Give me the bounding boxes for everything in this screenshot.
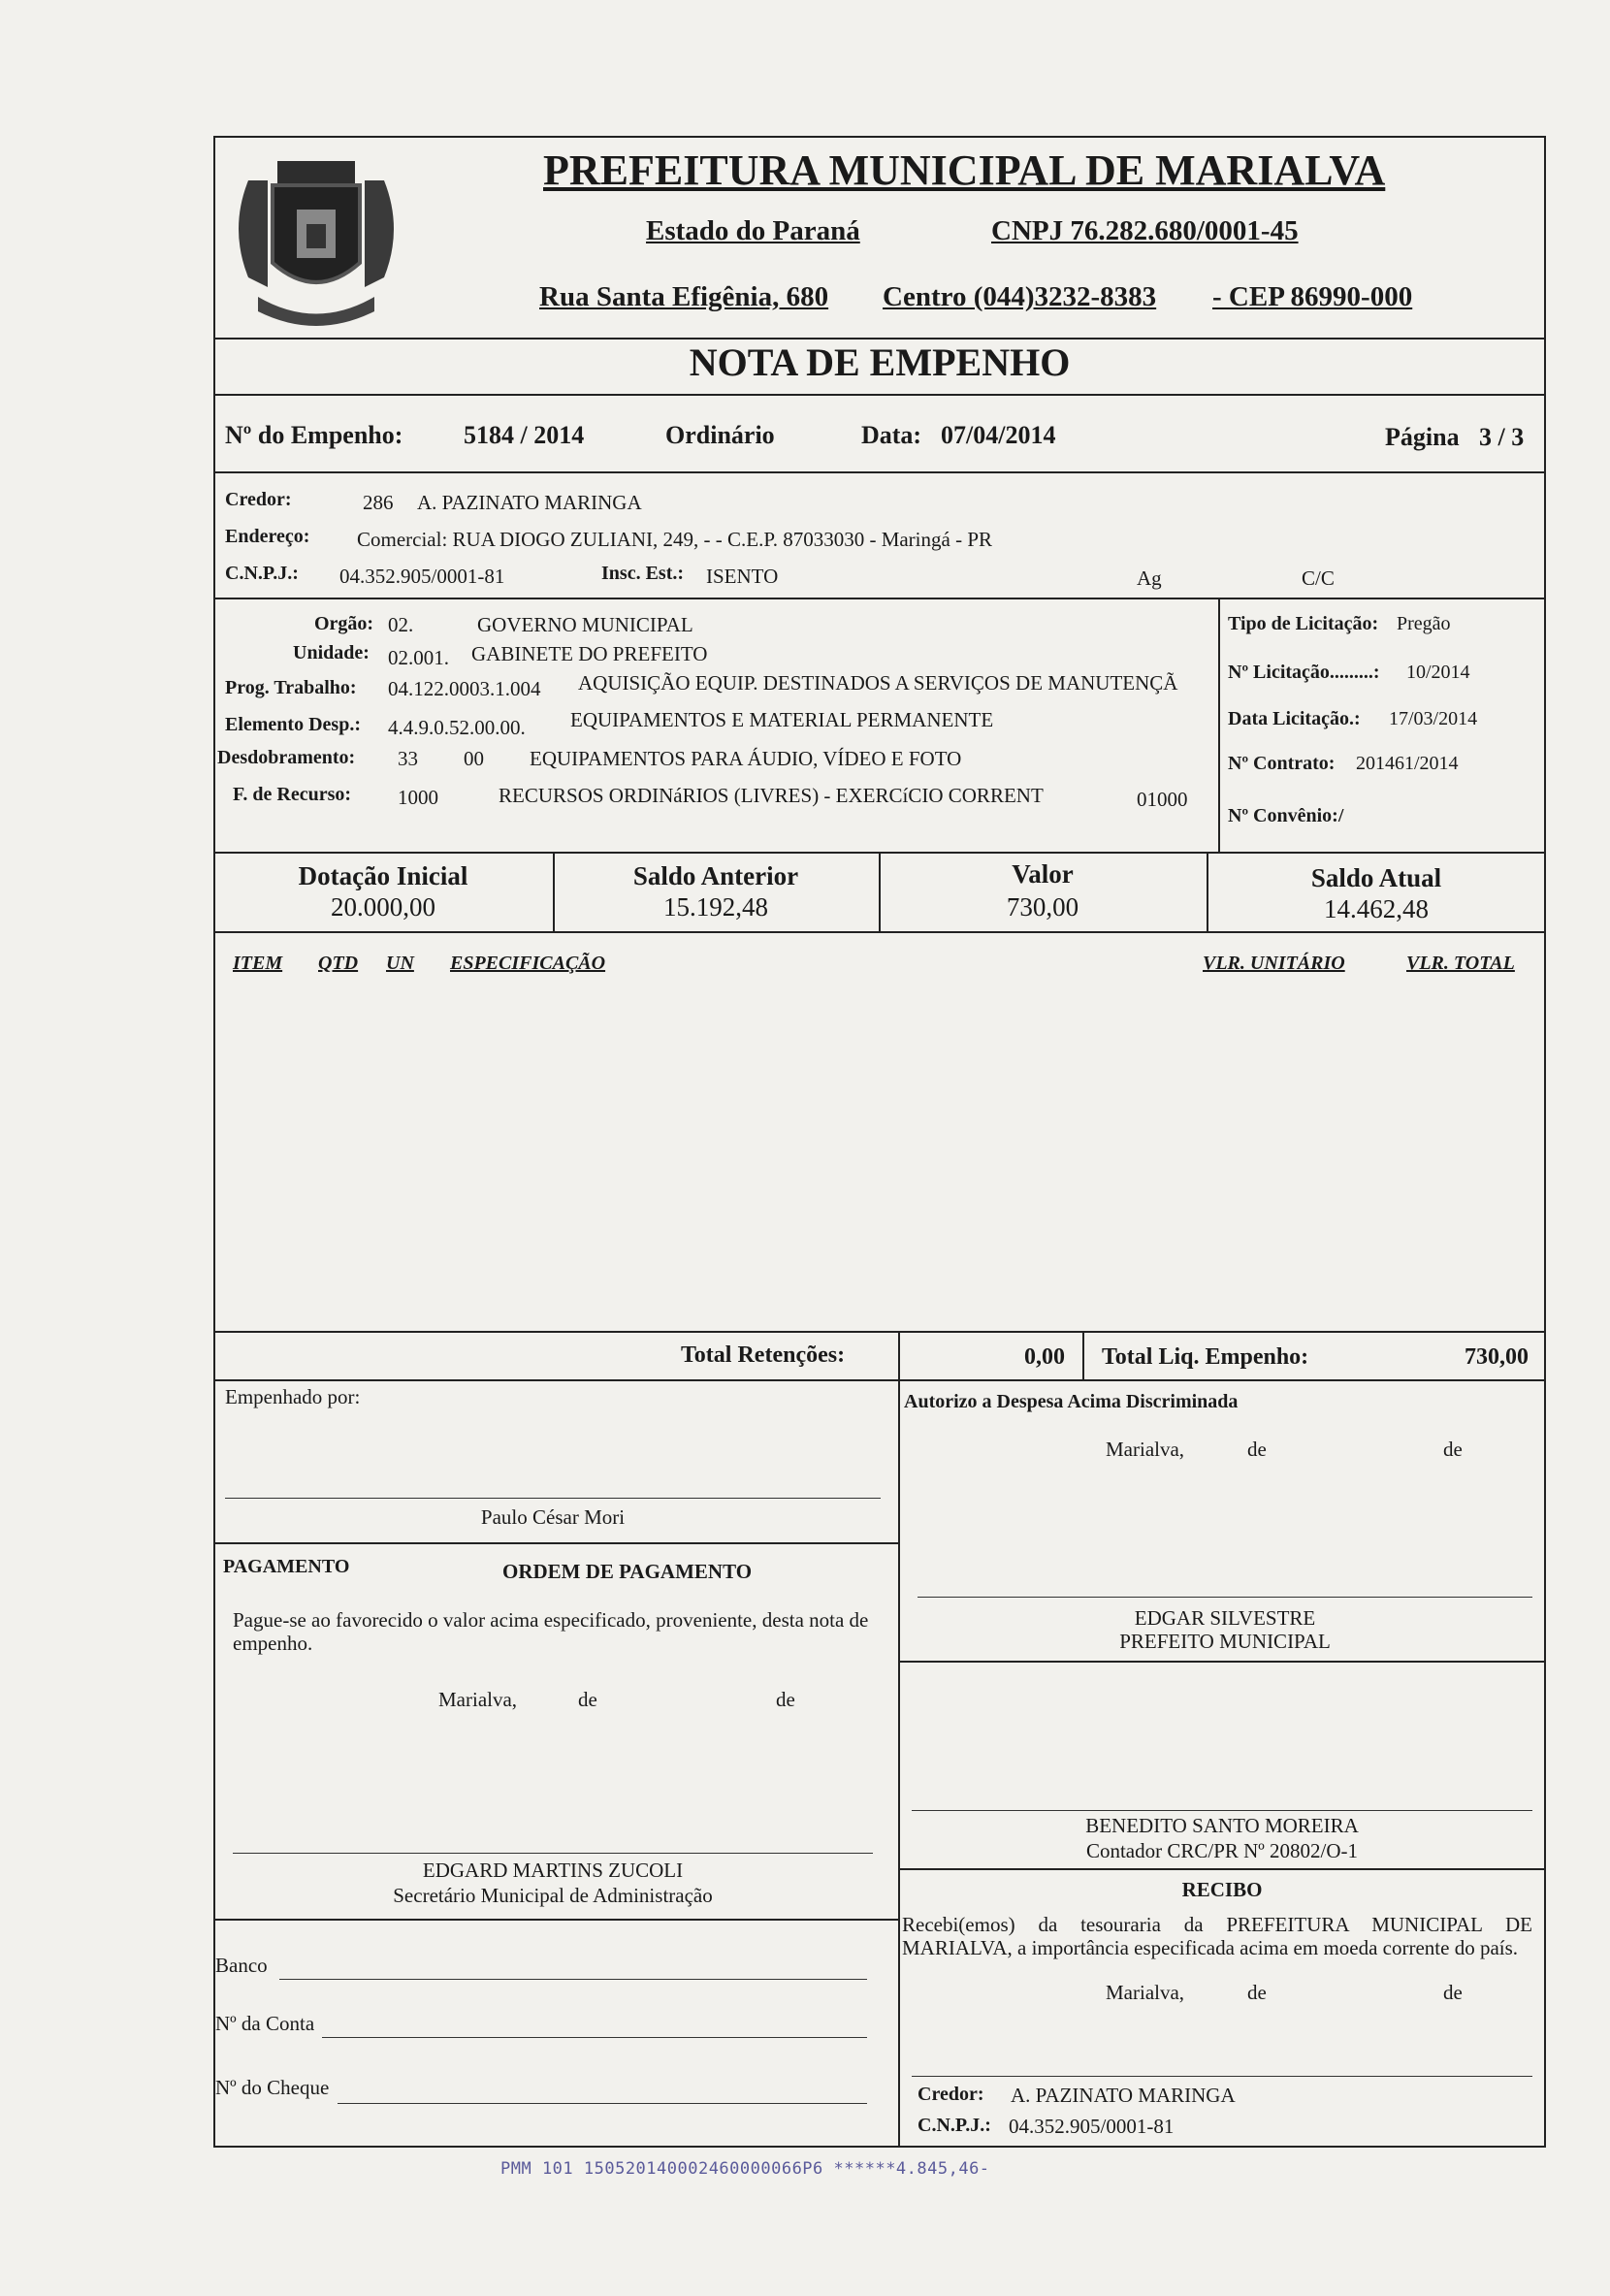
unidade-code: 02.001. <box>388 646 449 669</box>
credor-name: A. PAZINATO MARINGA <box>417 491 642 514</box>
col-un: UN <box>386 953 414 974</box>
recurso-code: 1000 <box>398 786 438 809</box>
divider <box>213 1331 1546 1333</box>
prefeitura-cnpj: CNPJ 76.282.680/0001-45 <box>991 215 1299 246</box>
empenhado-por-name: Paulo César Mori <box>480 1505 626 1529</box>
tipo-licitacao: Pregão <box>1397 613 1451 634</box>
cnpj-label: C.N.P.J.: <box>225 563 299 584</box>
divider <box>898 1868 1546 1870</box>
cheque-label: Nº do Cheque <box>215 2076 330 2099</box>
divider <box>898 1379 900 2148</box>
recibo-marialva: Marialva, <box>1106 1981 1185 2004</box>
recurso-num: 01000 <box>1137 788 1188 811</box>
dotacao-label: Dotação Inicial <box>298 861 468 890</box>
divider <box>1082 1331 1084 1379</box>
elemento-code: 4.4.9.0.52.00.00. <box>388 716 526 739</box>
signature-line <box>233 1853 873 1854</box>
elemento-name: EQUIPAMENTOS E MATERIAL PERMANENTE <box>570 708 994 731</box>
data-licitacao: 17/03/2014 <box>1389 708 1478 729</box>
street-address: Rua Santa Efigênia, 680 <box>539 281 829 312</box>
total-liq-value: 730,00 <box>1465 1344 1529 1370</box>
coat-of-arms-icon <box>219 142 413 336</box>
conta-label: Nº da Conta <box>215 2012 315 2035</box>
divider <box>213 394 1546 396</box>
prefeito-role: PREFEITO MUNICIPAL <box>1119 1630 1331 1653</box>
divider <box>213 1379 1546 1381</box>
desdobramento-name: EQUIPAMENTOS PARA ÁUDIO, VÍDEO E FOTO <box>530 747 962 770</box>
total-retencoes-label: Total Retenções: <box>681 1342 846 1368</box>
contrato-label: Nº Contrato: <box>1228 753 1336 774</box>
autorizo-marialva: Marialva, <box>1106 1438 1185 1461</box>
empenho-number: 5184 / 2014 <box>464 421 585 449</box>
divider <box>898 1661 1546 1663</box>
saldo-anterior-label: Saldo Anterior <box>632 861 799 890</box>
recibo-de-2: de <box>1443 1981 1463 2004</box>
state-name: Estado do Paraná <box>646 215 860 246</box>
recurso-name: RECURSOS ORDINáRIOS (LIVRES) - EXERCíCIO CORRENT <box>499 784 1044 807</box>
pague-se-text: Pague-se ao favorecido o valor acima especificado, proveniente, desta nota de empenho. <box>233 1608 869 1655</box>
total-liq-label: Total Liq. Empenho: <box>1102 1344 1309 1370</box>
signature-line <box>918 1597 1532 1598</box>
desdobramento-label: Desdobramento: <box>217 747 356 768</box>
page-number: 3 / 3 <box>1479 423 1525 451</box>
district-phone: Centro (044)3232-8383 <box>883 281 1157 312</box>
contador-name: BENEDITO SANTO MOREIRA <box>1085 1814 1359 1837</box>
signature-line <box>912 2076 1532 2077</box>
col-vlr-total: VLR. TOTAL <box>1406 953 1515 974</box>
saldo-atual-value: 14.462,48 <box>1324 894 1429 923</box>
credor-cnpj: 04.352.905/0001-81 <box>339 565 505 588</box>
recibo-credor-name: A. PAZINATO MARINGA <box>1011 2084 1236 2107</box>
desdobramento-code: 33 <box>398 747 418 770</box>
secretario-role: Secretário Municipal de Administração <box>393 1884 713 1907</box>
orgao-name: GOVERNO MUNICIPAL <box>477 613 693 636</box>
divider <box>213 1919 898 1921</box>
credor-address: Comercial: RUA DIOGO ZULIANI, 249, - - C.E.P. 87033030 - Maringá - PR <box>357 528 993 551</box>
secretario-name: EDGARD MARTINS ZUCOLI <box>422 1859 684 1882</box>
pagamento-de-2: de <box>776 1688 795 1711</box>
pagamento-label: PAGAMENTO <box>223 1556 350 1577</box>
divider <box>213 931 1546 933</box>
col-item: ITEM <box>233 953 283 974</box>
credor-code: 286 <box>363 491 394 514</box>
recibo-de-1: de <box>1247 1981 1267 2004</box>
empenho-date: 07/04/2014 <box>941 421 1056 449</box>
prog-code: 04.122.0003.1.004 <box>388 677 541 700</box>
valor-value: 730,00 <box>1006 892 1079 922</box>
recibo-credor-label: Credor: <box>918 2084 984 2105</box>
empenho-label: Nº do Empenho: <box>225 421 403 449</box>
pagamento-marialva: Marialva, <box>438 1688 518 1711</box>
contrato-number: 201461/2014 <box>1356 753 1459 774</box>
prefeito-name: EDGAR SILVESTRE <box>1134 1606 1316 1630</box>
divider <box>213 471 1546 473</box>
col-qtd: QTD <box>318 953 359 974</box>
divider <box>213 1542 898 1544</box>
ag-label: Ag <box>1137 566 1162 590</box>
desdobramento-sub: 00 <box>464 747 484 770</box>
cep: - CEP 86990-000 <box>1212 281 1413 312</box>
orgao-code: 02. <box>388 613 414 636</box>
orgao-label: Orgão: <box>314 613 374 634</box>
unidade-label: Unidade: <box>293 642 370 663</box>
elemento-label: Elemento Desp.: <box>225 714 361 735</box>
recibo-title: RECIBO <box>1181 1878 1263 1901</box>
signature-line <box>912 1810 1532 1811</box>
cheque-line <box>338 2103 867 2104</box>
empenhado-por-label: Empenhado por: <box>225 1385 361 1408</box>
prefeitura-title: PREFEITURA MUNICIPAL DE MARIALVA <box>543 146 1386 194</box>
recibo-text: Recebi(emos) da tesouraria da PREFEITURA MUNICIPAL DE MARIALVA, a importância especificada acima em moeda corrente do país. <box>902 1913 1532 1959</box>
autorizo-de-2: de <box>1443 1438 1463 1461</box>
convenio-label: Nº Convênio:/ <box>1228 805 1344 826</box>
empenho-type: Ordinário <box>665 421 775 449</box>
num-licitacao-label: Nº Licitação.........: <box>1228 662 1380 683</box>
page-label: Página <box>1385 423 1460 451</box>
insc-label: Insc. Est.: <box>601 563 685 584</box>
banco-line <box>279 1979 867 1980</box>
col-vlr-unitario: VLR. UNITÁRIO <box>1203 953 1345 974</box>
data-licitacao-label: Data Licitação.: <box>1228 708 1361 729</box>
cc-label: C/C <box>1302 566 1335 590</box>
valor-label: Valor <box>1012 859 1074 889</box>
col-especificacao: ESPECIFICAÇÃO <box>450 953 606 974</box>
contador-role: Contador CRC/PR Nº 20802/O-1 <box>1085 1839 1359 1862</box>
divider <box>213 598 1546 599</box>
credor-label: Credor: <box>225 489 292 510</box>
divider <box>1218 598 1220 852</box>
pagamento-de-1: de <box>578 1688 597 1711</box>
recibo-cnpj-label: C.N.P.J.: <box>918 2115 991 2136</box>
recurso-label: F. de Recurso: <box>233 784 352 805</box>
autorizo-text: Autorizo a Despesa Acima Discriminada <box>904 1391 1239 1412</box>
dotacao-value: 20.000,00 <box>331 892 435 922</box>
banco-label: Banco <box>215 1954 268 1977</box>
insc-value: ISENTO <box>706 565 779 588</box>
ordem-pagamento-title: ORDEM DE PAGAMENTO <box>502 1560 753 1583</box>
prog-name: AQUISIÇÃO EQUIP. DESTINADOS A SERVIÇOS DE MANUTENÇÃ <box>578 671 1178 695</box>
signature-line <box>225 1498 881 1499</box>
saldo-atual-label: Saldo Atual <box>1310 863 1442 892</box>
total-retencoes-value: 0,00 <box>1024 1344 1065 1370</box>
prog-label: Prog. Trabalho: <box>225 677 357 698</box>
num-licitacao: 10/2014 <box>1406 662 1470 683</box>
tipo-licitacao-label: Tipo de Licitação: <box>1228 613 1379 634</box>
address-label: Endereço: <box>225 526 310 547</box>
unidade-name: GABINETE DO PREFEITO <box>471 642 708 665</box>
printer-stamp: PMM 101 150520140002460000066P6 ******4.845,46- <box>500 2159 990 2179</box>
saldo-anterior-value: 15.192,48 <box>663 892 768 922</box>
autorizo-de-1: de <box>1247 1438 1267 1461</box>
empenho-date-label: Data: <box>861 421 922 449</box>
recibo-cnpj: 04.352.905/0001-81 <box>1009 2115 1175 2138</box>
doc-title: NOTA DE EMPENHO <box>689 340 1071 384</box>
conta-line <box>322 2037 867 2038</box>
